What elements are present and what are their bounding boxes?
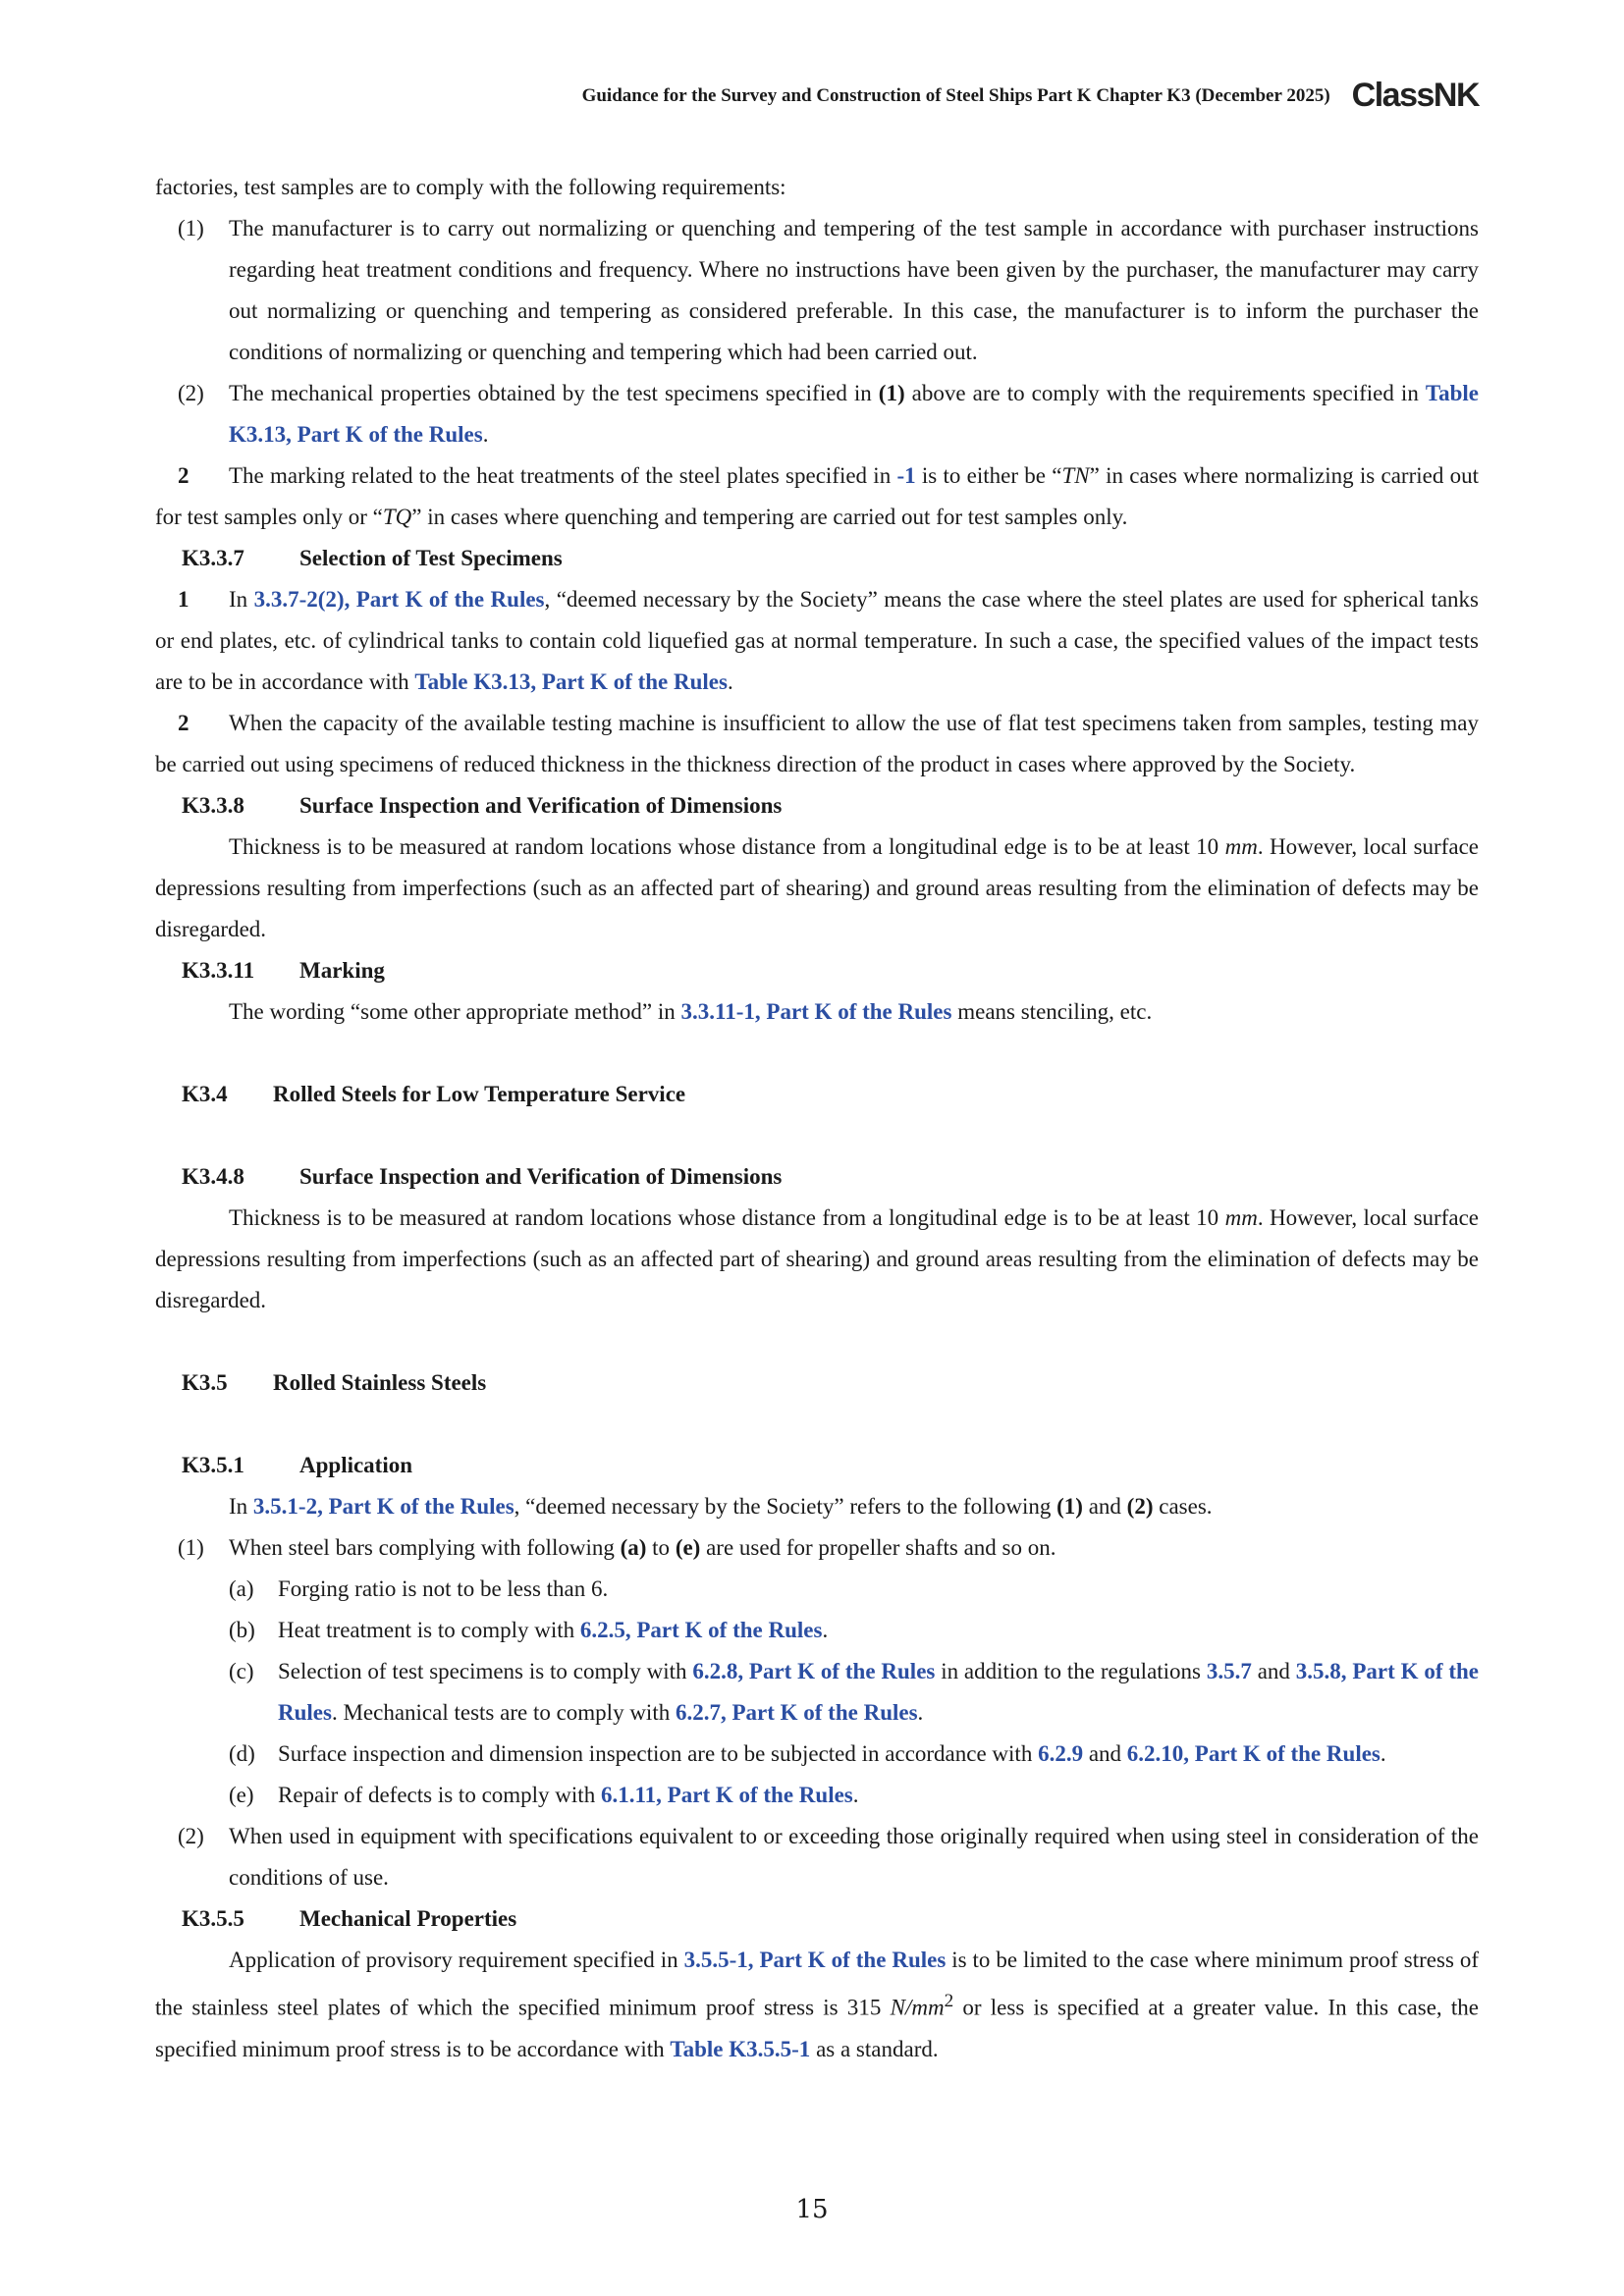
section-heading bbox=[155, 785, 1479, 827]
sub-list-item bbox=[155, 1610, 1479, 1651]
para-text: Application of provisory requirement specified in bbox=[229, 1948, 684, 1972]
list-text: When used in equipment with specifications equivalent to or exceeding those originally required when using steel in consideration of the conditions of use. bbox=[229, 1824, 1479, 1890]
section-heading bbox=[155, 1074, 1479, 1115]
list-text: . bbox=[822, 1618, 829, 1642]
rule-link[interactable]: -1 bbox=[896, 463, 916, 488]
list-text: and bbox=[1083, 1741, 1127, 1766]
list-number: (1) bbox=[178, 1535, 204, 1560]
sub-list-item bbox=[155, 1651, 1479, 1734]
para-text: . bbox=[727, 669, 733, 694]
marking-code: TN bbox=[1061, 463, 1090, 488]
para-text: Thickness is to be measured at random locations whose distance from a longitudinal edge is to be at least 10 bbox=[229, 834, 1225, 859]
page-number: 15 bbox=[795, 2195, 829, 2224]
section-number: K3.5.5 bbox=[182, 1906, 244, 1931]
rule-link[interactable]: Table K3.13, Part K of the Rules bbox=[229, 381, 1479, 447]
para-text: ” in cases where normalizing is carried out for test samples only or “ bbox=[155, 463, 1479, 529]
classnk-logo: ClassNK bbox=[1351, 77, 1479, 114]
list-item bbox=[155, 1527, 1479, 1569]
rule-link[interactable]: 3.5.7 bbox=[1206, 1659, 1252, 1683]
rule-link[interactable]: 3.5.5-1, Part K of the Rules bbox=[683, 1948, 947, 1972]
section-heading bbox=[155, 1362, 1479, 1404]
paragraph bbox=[155, 1486, 1479, 1527]
section-number: K3.5 bbox=[182, 1370, 228, 1395]
list-number: (1) bbox=[178, 216, 204, 240]
section-heading bbox=[155, 1898, 1479, 1940]
list-text: The mechanical properties obtained by the test specimens specified in bbox=[229, 381, 879, 405]
section-number: K3.3.7 bbox=[182, 546, 244, 570]
section-heading bbox=[155, 1445, 1479, 1486]
list-number: (d) bbox=[229, 1741, 255, 1766]
para-text: In bbox=[229, 587, 254, 612]
list-text: When steel bars complying with following bbox=[229, 1535, 621, 1560]
para-text: ” in cases where quenching and tempering are carried out for test samples only. bbox=[411, 505, 1128, 529]
unit: mm bbox=[1224, 1205, 1258, 1230]
ref-bold: (a) bbox=[620, 1535, 647, 1560]
para-text: is to be limited to the case where minimum proof stress of the stainless steel plates of which the specified minimum proof stress is 315 bbox=[155, 1948, 1479, 2020]
list-text: are used for propeller shafts and so on. bbox=[700, 1535, 1056, 1560]
list-text: above are to comply with the requirements specified in bbox=[904, 381, 1426, 405]
ref-bold: (2) bbox=[1126, 1494, 1154, 1519]
list-item bbox=[155, 208, 1479, 373]
paragraph-number: 2 bbox=[178, 463, 189, 488]
paragraph bbox=[155, 1940, 1479, 2070]
list-text: Heat treatment is to comply with bbox=[278, 1618, 580, 1642]
document-title: Guidance for the Survey and Construction of Steel Ships Part K Chapter K3 (December 2025) bbox=[581, 84, 1330, 106]
list-text: The manufacturer is to carry out normalizing or quenching and tempering of the test sample in accordance with purchaser instructions regarding heat treatment conditions and frequency. Where no instructions have been given by the purchaser, the manufacturer may carry out normalizing or quenching and tempering as considered preferable. In this case, the manufacturer is to inform the purchaser the conditions of normalizing or quenching and tempering which had been carried out. bbox=[229, 216, 1479, 364]
section-title: Surface Inspection and Verification of Dimensions bbox=[299, 793, 783, 818]
numbered-paragraph bbox=[155, 579, 1479, 703]
list-text: and bbox=[1251, 1659, 1296, 1683]
section-title: Marking bbox=[299, 958, 385, 983]
rule-link[interactable]: 6.2.7, Part K of the Rules bbox=[675, 1700, 918, 1725]
para-text: The marking related to the heat treatments of the steel plates specified in bbox=[229, 463, 897, 488]
ref-bold: (1) bbox=[878, 381, 905, 405]
list-number: (2) bbox=[178, 1824, 204, 1848]
para-text: Thickness is to be measured at random locations whose distance from a longitudinal edge is to be at least 10 bbox=[229, 1205, 1225, 1230]
unit: N/mm bbox=[890, 1995, 945, 2020]
list-number: (c) bbox=[229, 1659, 254, 1683]
section-title: Rolled Stainless Steels bbox=[273, 1370, 487, 1395]
list-number: (a) bbox=[229, 1576, 254, 1601]
section-number: K3.3.8 bbox=[182, 793, 244, 818]
sub-list-item bbox=[155, 1775, 1479, 1816]
section-title: Application bbox=[299, 1453, 413, 1477]
section-heading bbox=[155, 1156, 1479, 1198]
sub-list-item bbox=[155, 1734, 1479, 1775]
para-text: , “deemed necessary by the Society” refers to the following bbox=[514, 1494, 1057, 1519]
list-number: (b) bbox=[229, 1618, 255, 1642]
section-title: Selection of Test Specimens bbox=[299, 546, 563, 570]
para-text: . However, local surface depressions resulting from imperfections (such as an affected part of shearing) and ground areas resulting from the elimination of defects may be disregarded. bbox=[155, 1205, 1480, 1312]
numbered-paragraph bbox=[155, 455, 1479, 538]
para-text: or less is specified at a greater value. In this case, the specified minimum proof stress is to be accordance with bbox=[155, 1995, 1479, 2061]
section-title: Surface Inspection and Verification of Dimensions bbox=[299, 1164, 783, 1189]
list-text: . bbox=[852, 1783, 859, 1807]
list-number: (2) bbox=[178, 381, 204, 405]
list-text: Surface inspection and dimension inspection are to be subjected in accordance with bbox=[278, 1741, 1039, 1766]
paragraph bbox=[155, 827, 1479, 950]
rule-link[interactable]: 6.2.8, Part K of the Rules bbox=[692, 1659, 936, 1683]
rule-link[interactable]: Table K3.13, Part K of the Rules bbox=[414, 669, 728, 694]
list-text: in addition to the regulations bbox=[935, 1659, 1207, 1683]
rule-link[interactable]: 3.5.1-2, Part K of the Rules bbox=[252, 1494, 514, 1519]
list-text: . bbox=[917, 1700, 924, 1725]
para-text: . However, local surface depressions resulting from imperfections (such as an affected part of shearing) and ground areas resulting from the elimination of defects may be disregarded. bbox=[155, 834, 1480, 941]
list-text: Repair of defects is to comply with bbox=[278, 1783, 601, 1807]
page-body bbox=[155, 167, 1479, 2070]
ref-bold: (1) bbox=[1056, 1494, 1083, 1519]
paragraph-number: 1 bbox=[178, 587, 189, 612]
para-text: means stenciling, etc. bbox=[951, 999, 1153, 1024]
list-item bbox=[155, 373, 1479, 455]
intro-text: factories, test samples are to comply with the following requirements: bbox=[155, 175, 786, 199]
marking-code: TQ bbox=[382, 505, 412, 529]
section-number: K3.3.11 bbox=[182, 958, 255, 983]
section-number: K3.4.8 bbox=[182, 1164, 244, 1189]
para-text: When the capacity of the available testing machine is insufficient to allow the use of flat test specimens taken from samples, testing may be carried out using specimens of reduced thickness in the thickness direction of the product in cases where approved by the Society. bbox=[155, 711, 1479, 776]
paragraph-number: 2 bbox=[178, 711, 189, 735]
list-item bbox=[155, 1816, 1479, 1898]
list-text: Forging ratio is not to be less than 6. bbox=[278, 1576, 609, 1601]
para-text: The wording “some other appropriate method” in bbox=[229, 999, 681, 1024]
section-title: Rolled Steels for Low Temperature Service bbox=[273, 1082, 686, 1106]
rule-link[interactable]: 3.3.11-1, Part K of the Rules bbox=[680, 999, 952, 1024]
list-text: Selection of test specimens is to comply with bbox=[278, 1659, 693, 1683]
para-text: and bbox=[1082, 1494, 1127, 1519]
ref-bold: (e) bbox=[675, 1535, 701, 1560]
section-heading bbox=[155, 538, 1479, 579]
para-text: In bbox=[229, 1494, 253, 1519]
list-text: . bbox=[482, 422, 489, 447]
paragraph bbox=[155, 991, 1479, 1033]
rule-link[interactable]: 6.2.9 bbox=[1038, 1741, 1084, 1766]
section-heading bbox=[155, 950, 1479, 991]
page-header bbox=[582, 77, 1479, 115]
unit: mm bbox=[1224, 834, 1258, 859]
section-number: K3.4 bbox=[182, 1082, 228, 1106]
list-text: to bbox=[646, 1535, 676, 1560]
section-number: K3.5.1 bbox=[182, 1453, 244, 1477]
rule-link[interactable]: 6.2.10, Part K of the Rules bbox=[1126, 1741, 1380, 1766]
rule-link[interactable]: 3.5.8, Part K of the Rules bbox=[278, 1659, 1479, 1725]
section-title: Mechanical Properties bbox=[299, 1906, 517, 1931]
para-text: cases. bbox=[1153, 1494, 1213, 1519]
list-text: . Mechanical tests are to comply with bbox=[331, 1700, 676, 1725]
list-number: (e) bbox=[229, 1783, 254, 1807]
rule-link[interactable]: 6.2.5, Part K of the Rules bbox=[579, 1618, 823, 1642]
rule-link[interactable]: 3.3.7-2(2), Part K of the Rules bbox=[253, 587, 545, 612]
table-link[interactable]: Table K3.5.5-1 bbox=[670, 2036, 811, 2061]
list-text: . bbox=[1380, 1741, 1386, 1766]
paragraph bbox=[155, 1198, 1479, 1321]
sub-list-item bbox=[155, 1569, 1479, 1610]
unit-superscript: 2 bbox=[944, 1991, 954, 2011]
para-text: is to either be “ bbox=[915, 463, 1062, 488]
para-text: as a standard. bbox=[810, 2036, 939, 2061]
rule-link[interactable]: 6.1.11, Part K of the Rules bbox=[600, 1783, 853, 1807]
para-text: , “deemed necessary by the Society” means the case where the steel plates are used for spherical tanks or end plates, etc. of cylindrical tanks to contain cold liquefied gas at normal temperature. In such a case, the specified values of the impact tests are to be in accordance with bbox=[155, 587, 1479, 694]
numbered-paragraph bbox=[155, 703, 1479, 785]
